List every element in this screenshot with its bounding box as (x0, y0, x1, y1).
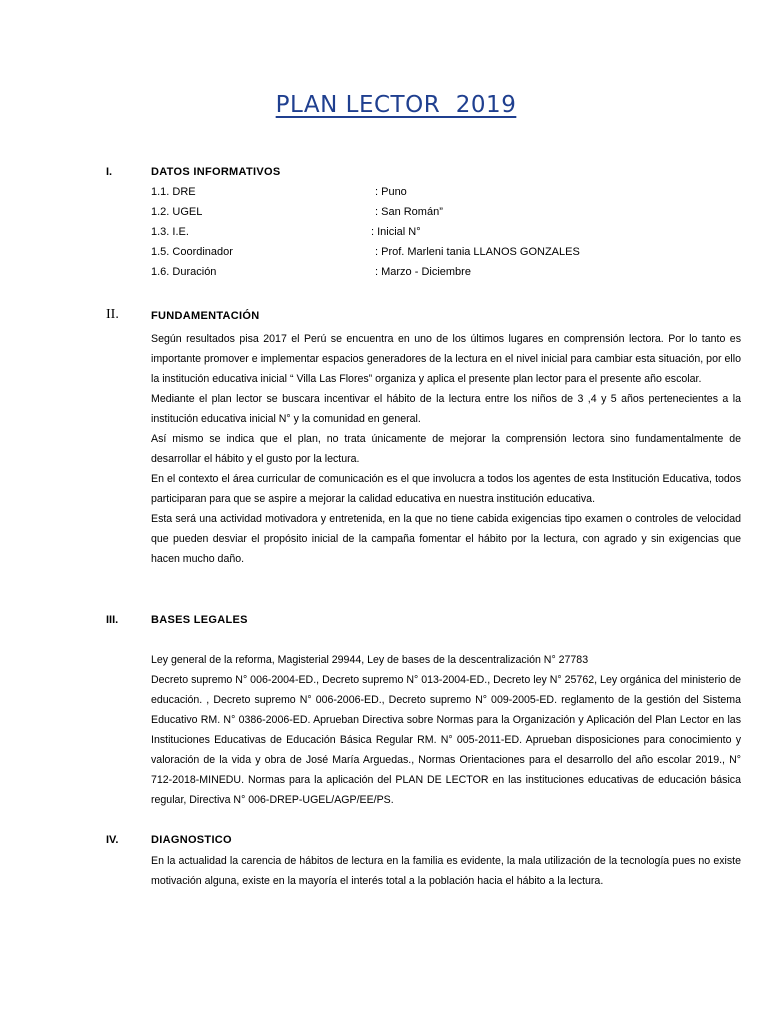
paragraph: En la actualidad la carencia de hábitos de lectura en la familia es evidente, la mala utilización de la tecnología pues no existe motivación alguna, existe en la mayoría el interés total a la población hacia el hábito a la lectura. (151, 855, 741, 887)
section-title-datos: DATOS INFORMATIVOS (151, 166, 281, 178)
section-title-fundamentacion: FUNDAMENTACIÓN (151, 310, 260, 322)
diagnostico-body (151, 851, 741, 891)
info-label: 1.1. DRE (151, 186, 196, 198)
info-label: 1.6. Duración (151, 266, 217, 278)
paragraph: Decreto supremo N° 006-2004-ED., Decreto supremo N° 013-2004-ED., Decreto ley N° 25762, Ley orgánica del ministerio de educación. , Decreto supremo N° 006-2006-ED., Decreto supremo N° 009-2005-ED. reglamento de la gestión del Sistema Educativo RM. N° 0386-2006-ED. Aprueban Directiva sobre Normas para la Organización y Aplicación del Plan Lector en las Instituciones Educativas de Educación Básica Regular RM. N° 005-2011-ED. Aprueban disposiciones para conocimiento y valoración de la vida y obra de José María Arguedas., Normas Orientaciones para el desarrollo del año escolar 2019., N° 712-2018-MINEDU. Normas para la aplicación del PLAN DE LECTOR en las instituciones educativas de educación básica regular, Directiva N° 006-DREP-UGEL/AGP/EE/PS. (151, 674, 741, 806)
section-number-3: III. (106, 614, 119, 626)
info-label: 1.2. UGEL (151, 206, 203, 218)
paragraph: Mediante el plan lector se buscara incentivar el hábito de la lectura entre los niños de 3 ,4 y 5 años pertenecientes a la institución educativa inicial N° y la comunidad en general. (151, 393, 741, 425)
info-value: : Marzo - Diciembre (375, 266, 471, 278)
section-title-bases: BASES LEGALES (151, 614, 248, 626)
info-value: : San Román” (375, 206, 443, 218)
bases-body (151, 650, 741, 810)
section-number-1: I. (106, 166, 113, 178)
info-value: : Puno (375, 186, 407, 198)
info-label: 1.3. I.E. (151, 226, 189, 238)
section-number-4: IV. (106, 834, 119, 846)
paragraph: En el contexto el área curricular de comunicación es el que involucra a todos los agentes de esta Institución Educativa, todos participaran para que se aspire a mejorar la calidad educativa en nuestra institución educativa. (151, 473, 741, 505)
fundamentacion-body (151, 329, 741, 569)
section-number-2: II. (106, 307, 119, 322)
section-title-diagnostico: DIAGNOSTICO (151, 834, 232, 846)
info-label: 1.5. Coordinador (151, 246, 233, 258)
paragraph: Así mismo se indica que el plan, no trata únicamente de mejorar la comprensión lectora sino fundamentalmente de desarrollar el hábito y el gusto por la lectura. (151, 433, 741, 465)
paragraph: Esta será una actividad motivadora y entretenida, en la que no tiene cabida exigencias tipo examen o controles de velocidad que pueden desviar el propósito inicial de la campaña fomentar el hábito por la lectura, con agrado y sin exigencias que hacen mucho daño. (151, 513, 741, 565)
paragraph: Según resultados pisa 2017 el Perú se encuentra en uno de los últimos lugares en comprensión lectora. Por lo tanto es importante promover e implementar espacios generadores de la lectura en el nivel inicial para cambiar esta situación, por ello la institución educativa inicial “ Villa Las Flores” organiza y aplica el presente plan lector para el presente año escolar. (151, 333, 741, 385)
info-value: : Inicial N° (371, 226, 421, 238)
info-value: : Prof. Marleni tania LLANOS GONZALES (375, 246, 580, 258)
document-title: PLAN LECTOR 2019 (275, 92, 517, 118)
paragraph: Ley general de la reforma, Magisterial 29944, Ley de bases de la descentralización N° 27783 (151, 654, 589, 666)
